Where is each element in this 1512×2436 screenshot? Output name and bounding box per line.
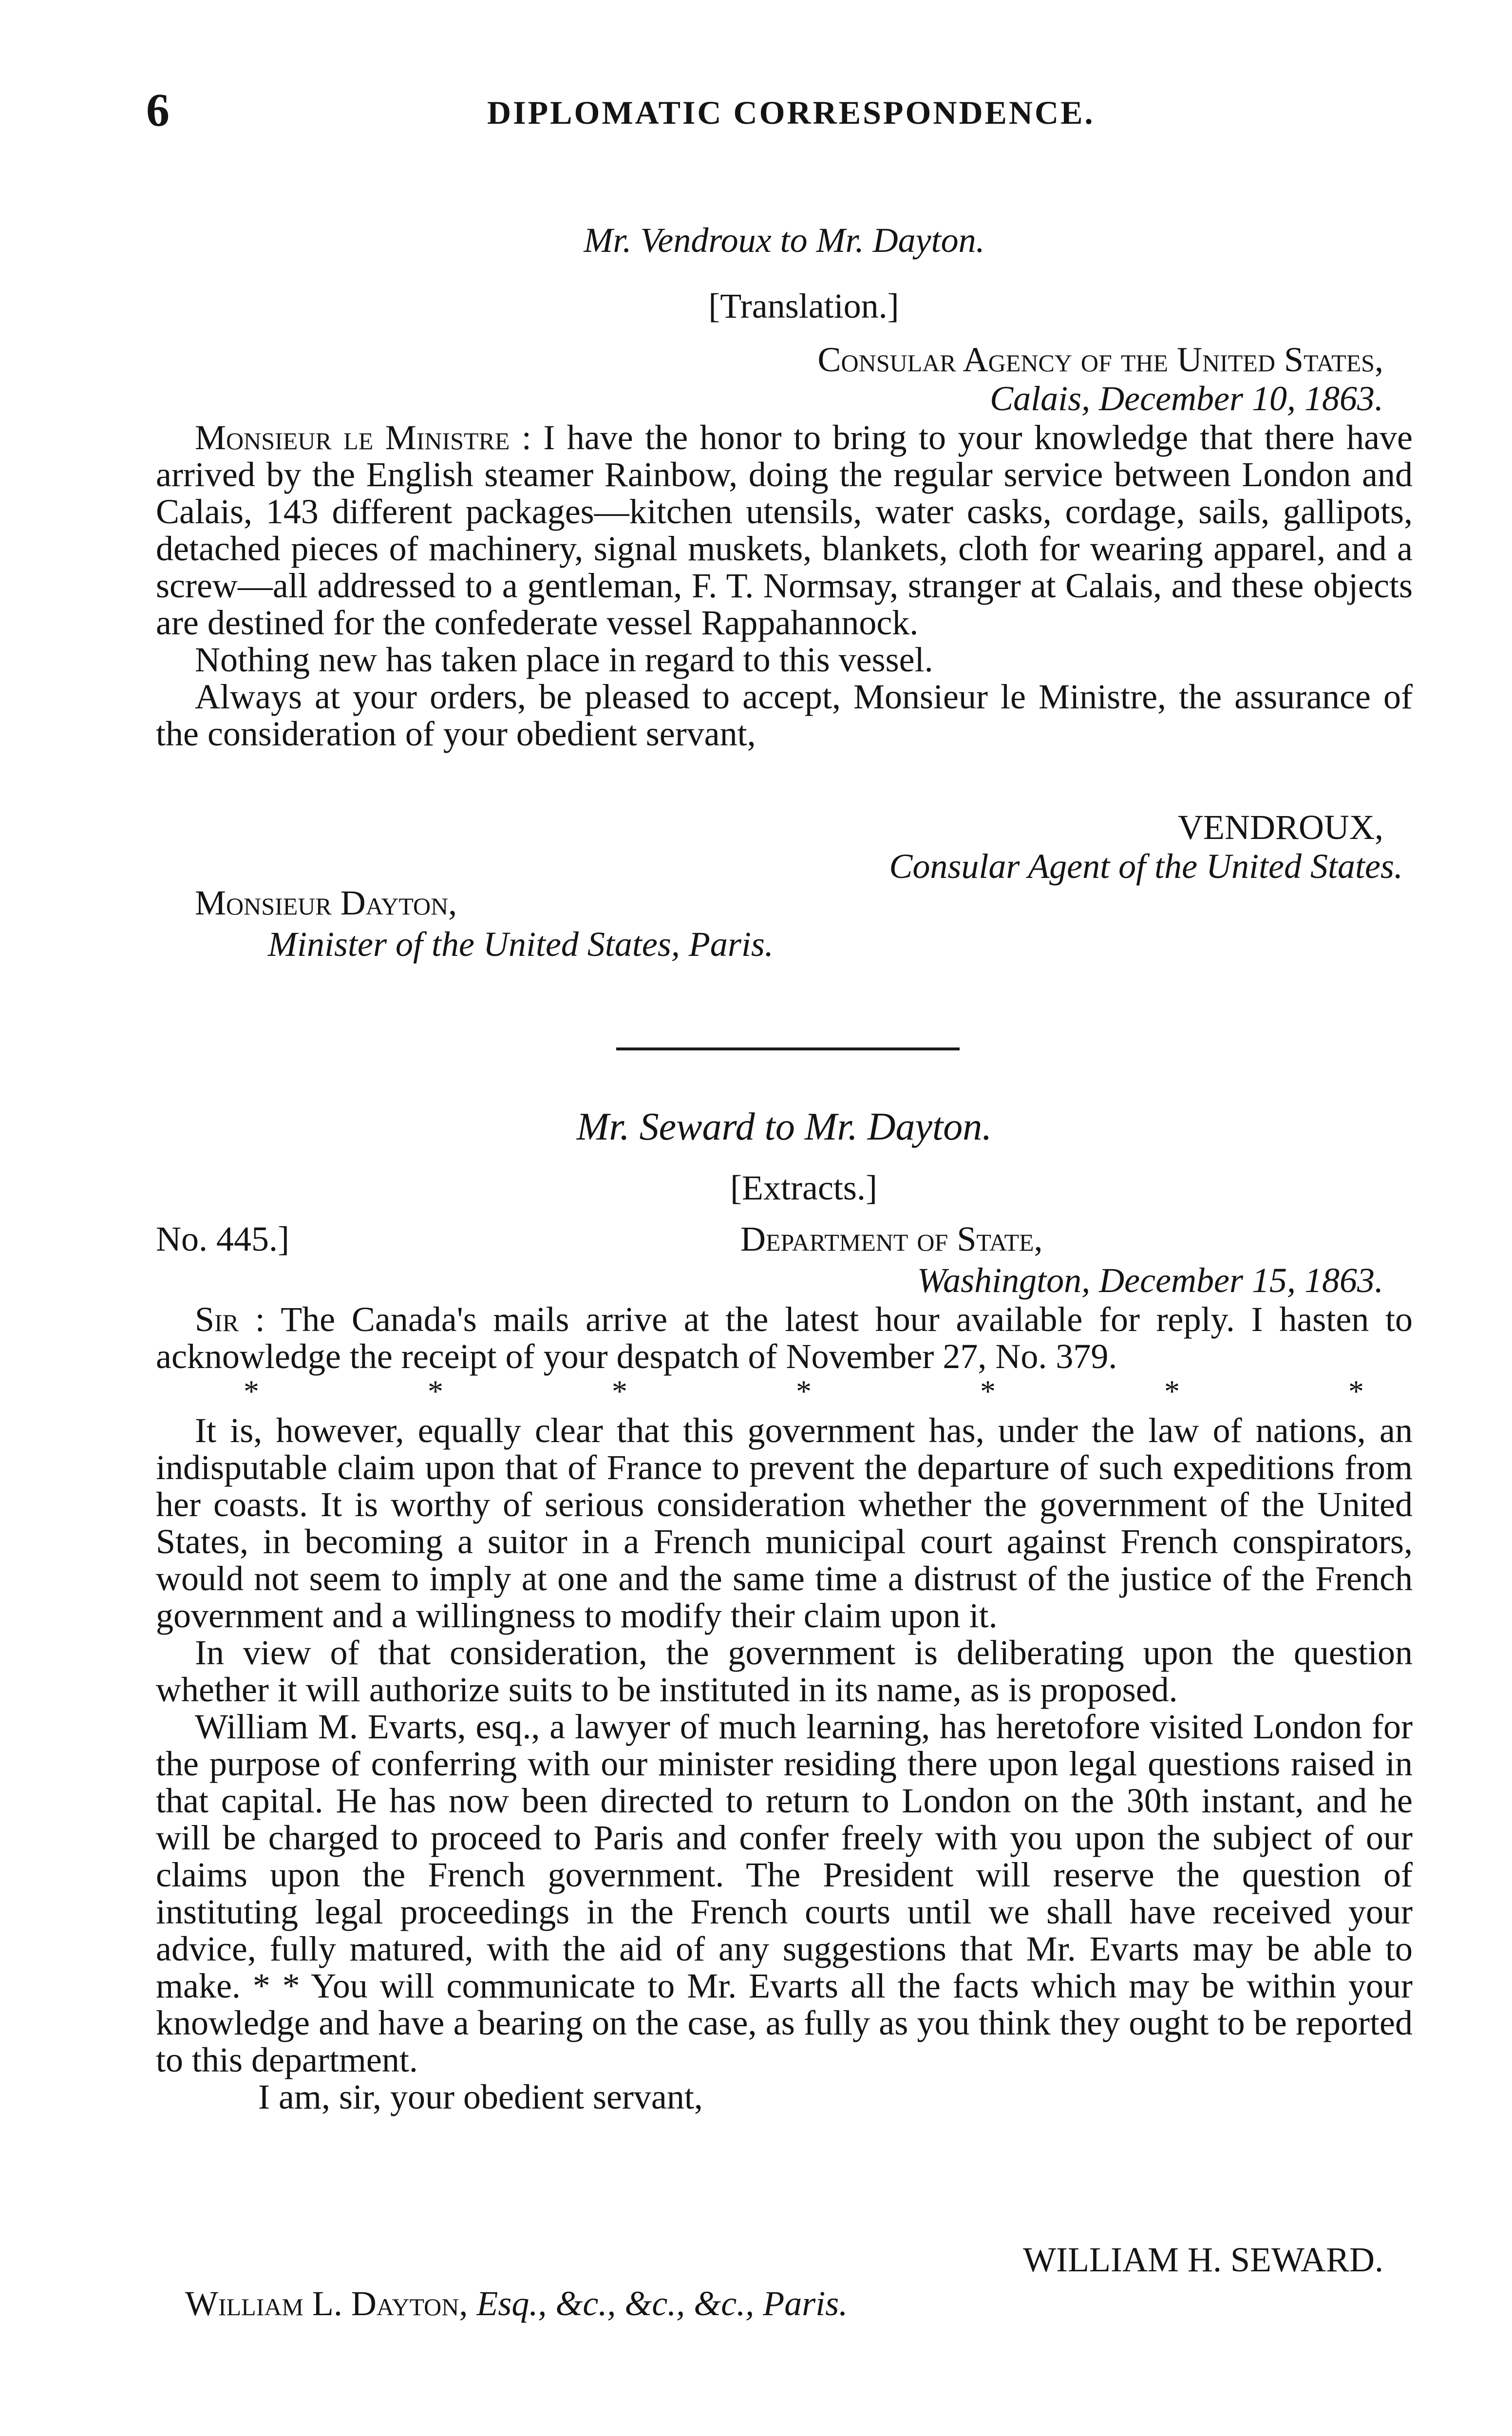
- star-1: *: [244, 1374, 259, 1408]
- letter2-addressee-name: William L. Dayton,: [185, 2284, 468, 2323]
- letter1-signature: VENDROUX,: [1178, 808, 1383, 847]
- star-6: *: [1164, 1374, 1180, 1408]
- letter2-addressee: [156, 2285, 1413, 2322]
- letter1-body: [156, 419, 1413, 752]
- letter1-paragraph-3: Always at your orders, be pleased to accept, Monsieur le Ministre, the assurance of the consideration of your obedient servant,: [156, 677, 1413, 753]
- page-number: 6: [146, 84, 170, 136]
- letter2-paragraph-4: William M. Evarts, esq., a lawyer of much learning, has heretofore visited London for the purpose of conferring with our minister residing there upon legal questions raised in that capital. He has now been directed to return to London on the 30th instant, and he will be charged to proceed to Paris and confer freely with you upon the subject of our claims upon the French government. The President will reserve the question of instituting legal proceedings in the French courts until we shall have received your advice, fully matured, with the aid of any suggestions that Mr. Evarts may be able to make. * * You will communicate to Mr. Evarts all the facts which may be within your knowledge and have a bearing on the case, as fully as you think they ought to be reported to this department.: [156, 1707, 1413, 2079]
- letter1-paragraph-1-text: I have the honor to bring to your knowledge that there have arrived by the English steamer Rainbow, doing the regular service between London and Calais, 143 different packages—kitchen utensils, water casks, cordage, sails, gallipots, detached pieces of machinery, signal muskets, blankets, cloth for wearing apparel, and a screw—all addressed to a gentleman, F. T. Normsay, stranger at Calais, and these objects are destined for the confederate vessel Rappahannock.: [156, 418, 1413, 642]
- letter1-signature-title: Consular Agent of the United States.: [889, 847, 1403, 886]
- letter2-paragraph-1-text: The Canada's mails arrive at the latest hour available for reply. I hasten to acknowledge the receipt of your despatch of November 27, No. 379.: [156, 1300, 1413, 1376]
- letter1-addressee-line-2: Minister of the United States, Paris.: [268, 925, 774, 964]
- letter1-paragraph-2: Nothing new has taken place in regard to this vessel.: [195, 640, 933, 679]
- letter2-signature: WILLIAM H. SEWARD.: [1023, 2240, 1383, 2279]
- letter1-salutation: Monsieur le Ministre :: [195, 418, 531, 457]
- letter2-salutation: Sir :: [195, 1300, 265, 1339]
- letter2-title: Mr. Seward to Mr. Dayton.: [576, 1105, 992, 1148]
- page-header: [146, 83, 1413, 141]
- letter2-office: Department of State,: [740, 1219, 1043, 1258]
- letter2-paragraph-2: It is, however, equally clear that this government has, under the law of nations, an indisputable claim upon that of France to prevent the departure of such expeditions from her coasts. It is worthy of serious consideration whether the government of the United States, in becoming a suitor in a French municipal court against French conspirators, would not seem to imply at one and the same time a distrust of the justice of the French government and a willingness to modify their claim upon it.: [156, 1411, 1413, 1635]
- letter1-place-date: Calais, December 10, 1863.: [990, 379, 1383, 418]
- letter1-paragraph-1: [156, 419, 1413, 641]
- letter1-addressee-line-1: [156, 884, 1413, 921]
- star-3: *: [612, 1374, 627, 1408]
- letter2-body: [156, 1301, 1413, 2115]
- letter1-addressee-name: Monsieur Dayton,: [195, 883, 457, 922]
- letter1-title: Mr. Vendroux to Mr. Dayton.: [584, 221, 985, 260]
- ellipsis-stars: [156, 1374, 1413, 1408]
- letter2-addressee-rest: Esq., &c., &c., &c., Paris.: [476, 2284, 848, 2323]
- letter2-extracts-note: [Extracts.]: [730, 1168, 877, 1207]
- section-divider: [616, 1047, 960, 1050]
- star-4: *: [796, 1374, 812, 1408]
- letter1-translation-note: [Translation.]: [708, 286, 899, 325]
- letter2-closing: I am, sir, your obedient servant,: [258, 2077, 703, 2116]
- star-2: *: [428, 1374, 443, 1408]
- letter2-number: No. 445.]: [156, 1219, 289, 1258]
- letter2-paragraph-1: [156, 1301, 1413, 1375]
- star-7: *: [1348, 1374, 1364, 1408]
- letter1-office: Consular Agency of the United States,: [817, 340, 1383, 379]
- letter2-place-date: Washington, December 15, 1863.: [917, 1261, 1383, 1300]
- letter2-paragraph-3: In view of that consideration, the government is deliberating upon the question whether it will authorize suits to be instituted in its name, as is proposed.: [156, 1633, 1413, 1709]
- star-5: *: [980, 1374, 996, 1408]
- running-head: DIPLOMATIC CORRESPONDENCE.: [487, 94, 1095, 131]
